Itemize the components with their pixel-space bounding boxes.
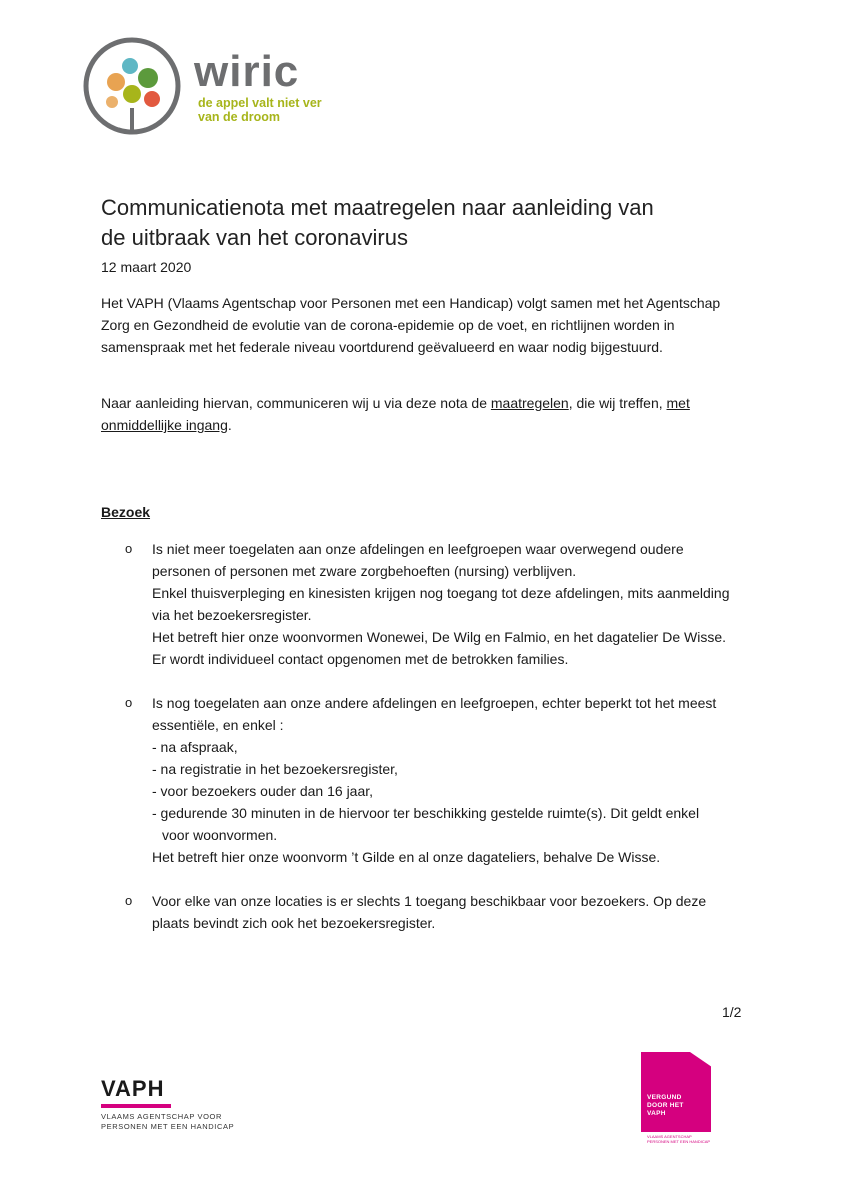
- wiric-logo: [82, 36, 322, 140]
- intro-paragraph: Het VAPH (Vlaams Agentschap voor Personen met een Handicap) volgt samen met het Agentschap Zorg en Gezondheid de evolutie van de corona-epidemie op de voet, en richtlijnen worden in samenspraak met het federale niveau voortdurend geëvalueerd en waar nodig bijgestuurd.: [101, 295, 721, 355]
- logo-wordmark: wiric: [194, 47, 300, 96]
- document-page: wiric de appel valt niet ver van de droom Communicatienota met maatregelen naar aanleiding van de uitbraak van het coronavirus 12 maart 2020 Het VAPH (Vlaams Agentschap voor Personen met een Handicap) volgt samen met het Agentschap Zorg en Gezondheid de evolutie van de corona-epidemie op de voet, en richtlijnen worden in samenspraak met het federale niveau voortdurend geëvalueerd en waar nodig bijgestuurd. Naar aanleiding hiervan, communiceren wij u via deze nota de maatregelen, die wij treffen, met onmiddellijke ingang. Bezoek o Is niet meer toegelaten aan onze afdelingen en leefgroepen waar overwegend oudere personen of personen met zware zorgbehoeften (nursing) verblijven. Enkel thuisverpleging en kinesisten krijgen nog toegang tot deze afdelingen, mits aanmelding via het bezoekersregister. Het betreft hier onze woonvormen Wonewei, De Wilg en Falmio, en het dagatelier De Wisse. Er wordt individueel contact opgenomen met de betrokken families. o Is nog toegelaten aan onze andere afdelingen en leefgroepen, echter beperkt tot het meest essentiële, en enkel : - na afspraak, - na registratie in het bezoekersregister, - voor bezoekers ouder dan 16 jaar, - gedurende 30 minuten in de hiervoor ter beschikking gestelde ruimte(s). Dit geldt enkel voor woonvormen. Het betreft hier onze woonvorm ’t Gilde en al onze dagateliers, behalve De Wisse. o Voor elke van onze locaties is er slechts 1 toegang beschikbaar voor bezoekers. Op deze plaats bevindt zich ook het bezoekersregister. 1/2 VAPH VLAAMS AGENTSCHAP VOOR PERSONEN MET EEN HANDICAP VERGUND DOOR HET VAPH VLAAMS AGENTSCHAP PERSONEN MET EEN HANDICAP: [0, 0, 848, 1200]
- document-title: Communicatienota met maatregelen naar aanleiding van de uitbraak van het coronavirus: [101, 194, 654, 250]
- bullet-icon: o: [125, 695, 133, 710]
- section-heading: Bezoek: [101, 504, 151, 520]
- bullet-icon: o: [125, 541, 133, 556]
- vergund-badge: VERGUND DOOR HET VAPH VLAAMS AGENTSCHAP PERSONEN MET EEN HANDICAP: [641, 1052, 713, 1144]
- immediate-effect-text: onmiddellijke ingang: [101, 417, 228, 433]
- vaph-logo: VAPH VLAAMS AGENTSCHAP VOOR PERSONEN MET EEN HANDICAP: [101, 1076, 235, 1131]
- logo-tagline: de appel valt niet ver van de droom: [198, 96, 322, 124]
- maatregelen-text: maatregelen: [490, 395, 569, 411]
- apple-tree-icon: [82, 36, 186, 140]
- document-date: 12 maart 2020: [101, 259, 192, 275]
- page-number: 1/2: [722, 1004, 742, 1020]
- bullet-icon: o: [125, 893, 133, 908]
- notice-paragraph: Naar aanleiding hiervan, communiceren wij u via deze nota de maatregelen, die wij treffen, met onmiddellijke ingang.: [101, 395, 690, 433]
